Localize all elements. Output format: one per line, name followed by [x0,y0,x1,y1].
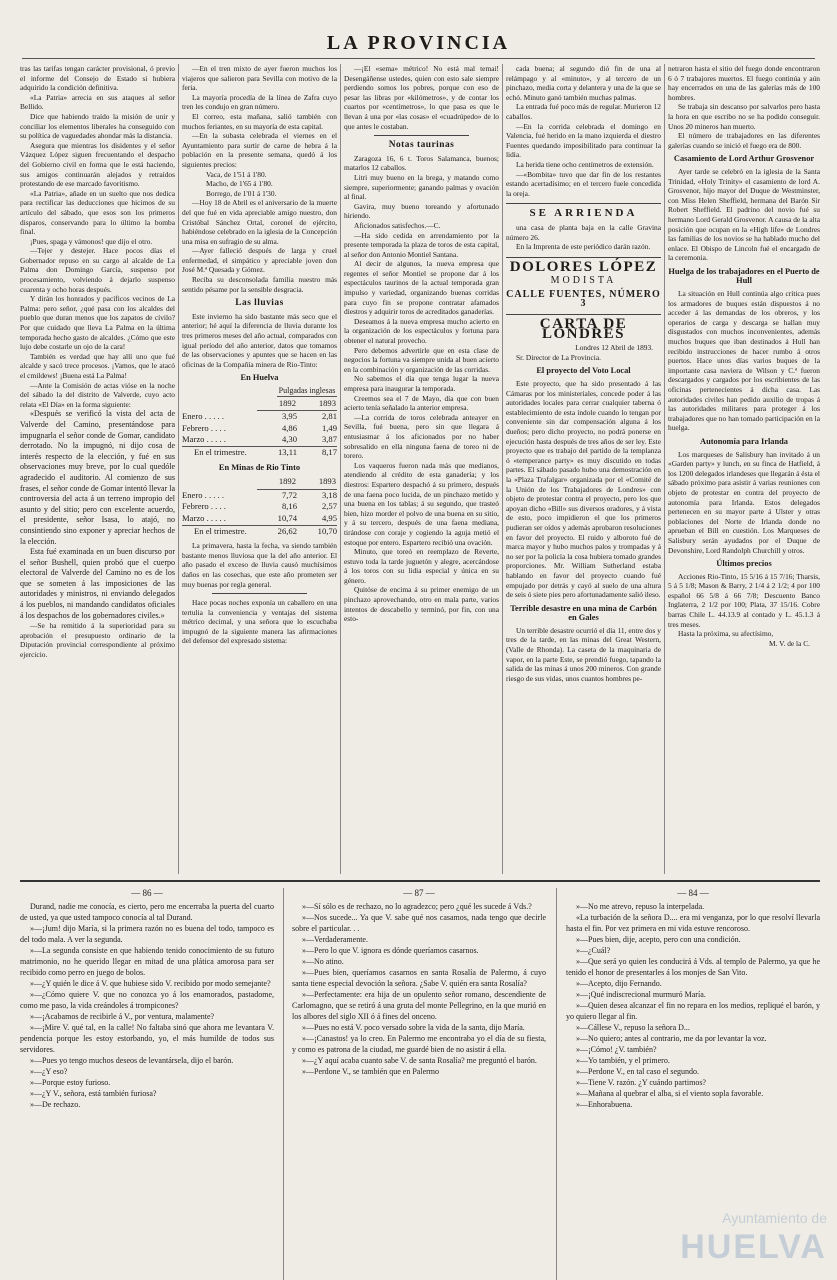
page-number: — 87 — [403,888,435,898]
paragraph: »—Acepto, dijo Fernando. [576,979,662,988]
section-heading-lluvias: Las lluvias [235,298,284,309]
column-separator [664,64,665,874]
column-1 [20,64,175,874]
ad-text: En la Imprenta de este periódico darán razón. [516,242,651,252]
divider [506,314,661,315]
section-heading-irlanda: Autonomía para Irlanda [700,436,788,446]
rainfall-table-huelva [182,397,337,459]
section-heading-carta-londres: CARTA DE LONDRES [539,316,628,342]
paragraph: —Ayer falleció después de larga y cruel enfermedad, el simpático y apreciable joven don José M.ª Quesada y Gómez. [182,246,337,275]
table-title-huelva: En Huelva [240,373,279,383]
year-header: 1893 [297,397,337,411]
paragraph: —Se ha remitido á la superioridad para su aprobación el presupuesto ordinario de la Diputación provincial correspondiente al próximo ejercicio. [20,621,175,660]
divider [374,135,469,136]
paragraph: Un terrible desastre ocurrió el día 11, entre dos y tres de la tarde, en las minas del Great Western, (Valle de Rhonda). La caseta de la maquinaria de vapor, en la parte Este, se prendió fuego, tapando la salida de las minas á unos 200 mineros. Con grande riesgo de sus vidas, unos cuantos hombres pe- [506,625,661,683]
section-divider [20,880,820,884]
rainfall-table-riotinto [182,475,337,537]
table-title-riotinto: En Minas de Rio Tinto [218,462,301,472]
paragraph: «La turbación de la señora D.... era mi venganza, por lo que resolví llevarla hasta el fin. Por vez primera en mi vida estuve rencoroso. [566,913,820,933]
ad-dolores-address: CALLE FUENTES, NÚMERO 3 [506,288,661,310]
folletin-column-left [20,888,274,1280]
paragraph: »—La segunda consiste en que habiendo tenido conocimiento de su futuro matrimonio, no he querido llegar en mitad de una plática amorosa para ser recibido como perro en juego de bolos. [20,946,274,977]
paragraph: cada buena; al segundo dió fin de una al relámpago y al «minuto», y al tercero de un pinchazo, media corta y delantera y una de la que se echó. Minuto ganó también muchas palmas. [506,64,661,102]
table-header-row [182,475,337,489]
year-header: 1893 [297,475,337,489]
archive-watermark [647,1202,827,1272]
paragraph: Quitóse de encima á su primer enemigo de un pinchazo aprovechando, otro en mala parte, varios intentos de descabello y terminó, por fin, con una esto- [344,585,499,624]
paragraph: »—Que será yo quien les conducirá á Vds. al templo de Palermo, ya que he tenido el honor de presentarles á los monjes de San Vito. [566,957,820,977]
table-row: Marzo . . . . . 4,30 3,87 [182,434,337,445]
paragraph: —En la corrida celebrada el domingo en Valencia, fué herido en la mano izquierda el diestro Fuentes quedando imposibilitado para continuar la lidia. [506,121,661,160]
paragraph: ¡Pues, spaga y vámonos! que dijo el otro. [30,236,153,246]
paragraph: No sabemos el día que tenga lugar la nueva empresa para inaugurar la temporada. [344,374,499,393]
paragraph: »—Mañana al quebrar el alba, si el viento sopla favorable. [576,1089,764,1098]
price-line: Borrego, de 1'01 á 1'30. [206,188,277,198]
paragraph: Deseamos á la nueva empresa mucho acierto en la organización de los espectáculos y fortuna para obtener el natural provecho. [344,316,499,346]
section-heading-voto-local: El proyecto del Voto Local [536,366,631,376]
paragraph: «La Patria» arrecia en sus ataques al señor Bellido. [20,92,175,112]
signature: M. V. de la C. [769,638,810,648]
paragraph: Dice que habiendo traído la misión de unir y conciliar los elementos liberales ha conseguido con su política de vaguedades ahondar más la distancia. [20,111,175,141]
ad-dolores-name: DOLORES LÓPEZ [509,258,658,275]
table-row: Febrero . . . . 4,86 1,49 [182,422,337,433]
ad-heading-se-arrienda: SE ARRIENDA [529,207,638,220]
paragraph: »—Quien desea alcanzar el fin no repara en los medios, repliqué el barón, y yo quiero llegar al fin. [566,1001,820,1021]
paragraph: —Tejer y destejer. Hace pocos días el Gobernador repuso en su cargo al alcalde de La Palma don Domingo García, suspenso por procesamiento, volviendo á dejarlo suspenso cuarenta y ocho horas después. [20,246,175,294]
paragraph: Hace pocas noches exponía un caballero en una tertulia la conveniencia y ventajas del sistema métrico decimal, y una señora que lo escuchaba impugnó de la siguiente manera las afirmaciones del defensor del expresado sistema: [182,598,337,646]
section-heading-precios: Últimos precios [716,559,772,569]
paragraph: »—No me atrevo, repuso la interpelada. [576,902,705,911]
paragraph: La primavera, hasta la fecha, va siendo también bastante menos lluviosa que la del año anterior. El año pasado el exceso de lluvia causó muchísimos daños en las cosechas, que este año prometen ser muy buenas por regla general. [182,541,337,589]
paragraph: »—Verdaderamente. [302,935,368,944]
paragraph: Pero debemos advertirle que en esta clase de negocios la fortuna va siempre unida al buen acierto en la combinación y organización de las corridas. [344,345,499,374]
paragraph: También es verdad que hay allí uno que fué alcalde y sacó trece procesos. ¡Vamos, que le atacó el cmildews! ¡Buena está La Palma! [20,351,175,380]
letter-address: Sr. Director de La Provincia. [516,352,601,362]
table-row: Enero . . . . . 3,95 2,81 [182,410,337,422]
paragraph: »—Pues yo tengo muchos deseos de levantársela, dijo el barón. [30,1056,234,1065]
paragraph: »—¿Y quién le dice á V. que hubiese sido V. recibido por modo semejante? [30,979,271,988]
paragraph: »—¡Acabamos de recibirle á V., por ventura, malamente? [30,1012,215,1021]
ad-dolores-trade: MODISTA [550,275,617,287]
paragraph: Ayer tarde se celebró en la iglesia de la Santa Trinidad, «Holy Trinity» el casamiento de lord A. Grosvenor, hijo mayor del Duque de Westminster, con Miss Helen Sheffield, hermana del Barón Sir Robert Sheffield. El padrino del novio fué su hermano Lord Gerald Grosvenor. A causa de la alta posición que ocupan en la «High life» de Londres las familias de los novios se ha hablado mucho del enlace. El Obispo de Lincoln fué el encargado de la ceremonia. [668,166,820,263]
table-total-row: En el trimestre. 13,11 8,17 [182,446,337,458]
paragraph: —La corrida de toros celebrada anteayer en Sevilla, fué buena, pero sin que llegara á entusiasmar á los aficionados por no haber sobresalido en ella ninguna faena de toreo ni de torero. [344,412,499,461]
table-header-row [182,397,337,411]
paragraph: Hasta la próxima, su afectísimo, [678,629,774,639]
paragraph: Minuto, que toreó en reemplazo de Reverte, estuvo toda la tarde juguetón y alegre, acercándose á los toros con su lidia especial y única en su género. [344,547,499,585]
paragraph: »—¿Cuál? [576,946,611,955]
folletin-column-middle [292,888,546,1280]
divider [506,203,661,204]
paragraph: »—¿Y eso? [30,1067,68,1076]
paragraph: Aficionados satisfechos.—C. [354,220,441,230]
paragraph: »—De rechazo. [30,1100,81,1109]
divider [212,593,307,594]
column-3 [344,64,499,874]
paragraph: Al decir de algunos, la nueva empresa que regentes el señor Montiel se propone dar á los espectáculos taurinos de la actual temporada gran impulso y variedad, organizando buenas corridas para cuyo fin se propone contratar afamados diestros y adquirir toros de acreditados ganaderías. [344,259,499,317]
paragraph: »—Pues bien, dije, acepto, pero con una condición. [576,935,741,944]
paragraph: »—Enhorabuena. [576,1100,633,1109]
watermark-line: Ayuntamiento de [722,1210,827,1226]
paragraph: »—Porque estoy furioso. [30,1078,111,1087]
paragraph: »—No atino. [302,957,344,966]
table-row: Febrero . . . . 8,16 2,57 [182,501,337,512]
paragraph: Acciones Rio-Tinto, 15 5/16 á 15 7/16; Tharsis, 5 á 5 1/8; Mason & Barry, 2 1/4 á 2 1/2; 4 por 100 español 66 5/8 á 66 7/8; Descuento Banco Inglaterra, 2 1/2 por 100; Plata, 37 15/16. Cobre barras Chile L. 44.13.9 al contado y L. 45.1.3 á tres meses. [668,571,820,629]
paragraph: »—Tiene V. razón. ¿Y cuándo partimos? [576,1078,706,1087]
paragraph: Reciba su desconsolada familia nuestro más sentido pésame por la sensible desgracia. [182,275,337,294]
masthead-rule [22,58,815,59]
paragraph: —Hoy 18 de Abril es el aniversario de la muerte del que fué en vida apreciable amigo nuestro, don Cristóbal Sánchez Ortal, coronel de ejército, habiéndose celebrado en la iglesia de la Concepción una misa en sufragio de su alma. [182,198,337,246]
paragraph: »—Cállese V., repuso la señora D... [576,1023,690,1032]
paragraph: «Después se verificó la vista del acta de Valverde del Camino, presentándose para impugnarla el señor conde de Gomar, candidato derrotado. No la impugnó, ni dijo cosa de interés respecto de la elección, y fué en sus observaciones muy breve, por lo cual quedóle agradecido el auditorio. Al comienzo de sus frases, el señor conde de Gomar intentó llevar la controversia del acta á un terreno impropio del asunto y del sitio; pero con excelente acuerdo, el presidente, señor Isasa, lo atajó, no consintiendo sino exponer y apreciar hechos de la elección. [20,409,175,546]
paragraph: Los vaqueros fueron nada más que medianos, atendiendo al crédito de esta ganadería; y los diestros: Espartero despachó á su primero, después de una faena poco lucida, de un pinchazo metido y una buena en los tablas; á su segundo, que trasteó bien, hizo morder el polvo de una buena en su sitio, y á su tercero, después de una faena mediana, tirándose con coraje y cogiendo la aguja metió el estoque por entero. Espartero recibió una ovación. [344,460,499,547]
paragraph: »—Perfectamente: era hija de un opulento señor romano, descendiente de Carlomagno, que se retiró á una gruta del monte Pellegrino, en la que murió en los albores del siglo XII ó á fines del onceno. [292,990,546,1021]
paragraph: «La Patria», añade en un suelto que nos dedica para rectificar las deducciones que hicimos de su artículo del sábado, que esos son los primeros disparos, conservando para lo último la bomba final. [20,188,175,237]
paragraph: »—¿Y V., señora, está también furiosa? [30,1089,157,1098]
table-row: Enero . . . . . 7,72 3,18 [182,489,337,500]
paragraph: La mayoría procedía de la línea de Zafra cuyo tren les condujo en gran número. [182,92,337,112]
paragraph: netraron hasta el sitio del fuego donde encontraron 6 ó 7 trabajores muertos. El fuego continúa y aún hay encerrados en una de las galerías más de 100 hombres. [668,64,820,102]
column-3b [506,64,661,874]
page-number: — 84 — [677,888,709,898]
paragraph: »—Yo también, y el primero. [576,1056,670,1065]
paragraph: Zaragoza 16, 6 t. Toros Salamanca, buenos; matarlos 12 caballos. [344,153,499,173]
paragraph: Creemos sea el 7 de Mayo, día que con buen acierto tenía señalado la anterior empresa. [344,393,499,413]
paragraph: —«Bombita» tuvo que dar fin de los restantes estando acertadísimo; en el tercero fuele concedida la oreja. [506,169,661,198]
paragraph: »—¿Cómo quiere V. que no conozca yo á los enamorados, pastadome, como me paso, la vida creándoles á trompicones? [20,990,274,1010]
paragraph: —En la subasta celebrada el viernes en el Ayuntamiento para surtir de carne de hebra á la población en la presente semana, quedó á los siguientes precios: [182,131,337,169]
section-heading-mina-gales: Terrible desastre en una mina de Carbón en Gales [510,603,657,623]
letter-date: Londres 12 Abril de 1893. [575,343,653,353]
paragraph: »—¡Canastos! ya lo creo. En Palermo me encontraba yo el día de su fiesta, y como es patrona de la ciudad, me guardé bien de no asistir á ella. [292,1034,546,1054]
paragraph: La situación en Hull continúa algo crítica pues los armadores de buques están dispuestos á no acceder á las demandas de los obreros, y los operarios de carga y descarga se hallan muy disgustados con muchos inconvenientes, además muchos buques que iban destinados á Hull han recibido instrucciones de hacer rumbo á otros puertos. Hace unos días varios buques de la importante casa naviera de Wilson y C.ª fueron descargados y cargados por los escribientes de las oficinas pertenecientes á dicha casa. Las autoridades civiles han pedido auxilio de tropas á las autoridades militares para proteger á los trabajadores que no han tomado participación en la huelga. [668,289,820,433]
paragraph: —Ha sido cedida en arrendamiento por la presente temporada la plaza de toros de esta capital, al señor don Antonio Montiel Santana. [344,230,499,259]
table-unit: Pulgadas inglesas [278,386,336,395]
paragraph: Este invierno ha sido bastante más seco que el anterior; hé aquí la diferencia de lluvia durante los tres primeros meses del año actual, comparados con igual período del año anterior, datos que tomamos de las observaciones y apuntes que se hacen en las oficinas de la Compañía minera de Rio-Tinto: [182,311,337,369]
table-total-row: En el trimestre. 26,62 10,70 [182,525,337,537]
page-number: — 86 — [131,888,163,898]
paragraph: »—Pero lo que V. ignora es dónde queríamos casarnos. [302,946,479,955]
watermark-line: HUELVA [680,1228,827,1266]
paragraph: »—¿Y aquí acaba cuanto sabe V. de santa Rosalía? me preguntó el barón. [302,1056,537,1065]
section-heading-grosvenor: Casamiento de Lord Arthur Grosvenor [673,154,815,164]
paragraph: —Ante la Comisión de actas vióse en la noche del sábado la del distrito de Valverde, cuyo acto relata «El Día» en la forma siguiente: [20,380,175,409]
section-heading-toros: Notas taurinas [388,140,455,151]
divider [506,257,661,258]
table-row: Marzo . . . . . 10,74 4,95 [182,512,337,523]
column-2 [182,64,337,874]
paragraph: »—¡Cómo! ¿V. también? [576,1045,657,1054]
price-line: Macho, de 1'65 á 1'80. [206,179,273,189]
paragraph: »—¡Jum! dijo María, si la primera razón no es buena del todo, tampoco es del todo mala. A ver la segunda. [20,924,274,944]
year-header: 1892 [257,475,297,489]
masthead [0,0,837,60]
paragraph: »—Sí sólo es de rechazo, no lo agradezco; pero ¿qué les sucede á Vds.? [302,902,532,911]
paragraph: »—Pues bien, queríamos casarnos en santa Rosalía de Palermo, á cuyo santa tiene especial devoción la señora. ¿Sabe V. quién era santa Rosalía? [292,968,546,988]
paragraph: »—Pues no está V. poco versado sobre la vida de la santa, dijo María. [302,1023,525,1032]
paragraph: »—No quiero; antes al contrario, me da por levantar la voz. [576,1034,767,1043]
paragraph: —En el tren mixto de ayer fueron muchos los viajeros que salieron para Sevilla con motivo de la feria. [182,64,337,93]
paragraph: La herida tiene ocho centímetros de extensión. [516,159,654,169]
column-4 [668,64,820,874]
paragraph: Durand, nadie me conocía, es cierto, pero me encerraba la puerta del cuarto de usted, ya que usted tampoco conocía al tal Durand. [20,902,274,922]
paragraph: El número de trabajadores en las diferentes galerías cuando se inició el fuego era de 800. [668,131,820,150]
price-line: Vaca, de 1'51 á 1'80. [206,169,267,179]
paragraph: Litri muy bueno en la brega, y matando como siempre, superiormente; ganando palmas y ovación al final. [344,172,499,202]
section-heading-huelga: Huelga de los trabajadores en el Puerto de Hull [668,266,820,286]
newspaper-title: LA PROVINCIA [326,32,511,54]
paragraph: Se trabaja sin descanso por salvarlos pero hasta la hora en que escribo no se ha podido conseguir. Unos 20 mineros han muerto. [668,102,820,131]
paragraph: —¡El «sema» métrico! No está mal temai! Desengáñense ustedes, quien con esto sale siempre perdiendo somos los pobres, porque con eso de pesar las libras por «kilómetros», y de contar los cuartos por «centímetros», lo que pasa es que le llevan á una por «las cosas» el «cuadrúpedo» de lo que antes le costaban. [344,64,499,131]
paragraph: »—¡Mire V. qué tal, en la calle! No faltaba sinó que ahora me levantara V. pendencia porque les estoy estorbando, yo, el más humilde de todos sus servidores. [20,1023,274,1054]
paragraph: Asegura que mientras los disidentes y el señor Vázquez López siguen frecuentando el despacho del Gobierno civil en forma que le está haciendo, sus amigos continuarán alejados y retraídos protestando de ese marcado favoritismo. [20,140,175,189]
paragraph: Los marqueses de Salisbury han invitado á un «Garden party» y lunch, en su finca de Hatfield, á los 1200 delegados irlandeses que llegarán á ésta el sábado próximo para asistir á varias reuniones con objeto de protestar en contra del proyecto de autonomía para Irlanda. Estos delegados pertenecen en su mayor parte á Ulster y otras poblaciones del Norte de Irlanda donde no aprueban el Bill en cuestión. Los Marqueses de Salisbury serán ayudados por el Duque de Devonshire, Lord Randolph Churchill y otros. [668,449,820,555]
ad-text: una casa de planta baja en la calle Gravina número 26. [506,222,661,242]
paragraph: Gavira, muy bueno toreando y afortunado hiriendo. [344,201,499,221]
paragraph: Este proyecto, que ha sido presentado á las Cámaras por los ministeriales, concede poder á las autoridades locales para cerrar cualquier taberna ó establecimiento de esta índole cuando lo tengan por conveniente sin dar compensación alguna á los dueños; pero dicho proyecto, no podrá ponerse en ejecución hasta después de tres años de ser ley. Este proyecto que es trabajo del partido de la templanza ó «temperance party» es muy discutido en todas partes. El sábado pasado hubo una demostración en la «Plaza Trafalgar» organizada por el «Comité de la Unión de los Trabajadores de Londres» con objeto de protestar contra el proyecto, pero los que apoyan dicho «Bill» sus diversos oradores, y á vista de esto, poco impidieron el que los primeros pudieran ser oídos y además aprobaron resoluciones en favor del proyecto. El ruido y alboroto fué de marca mayor y hubo muchos palos y trompadas y á no ser por la policía la cosa hubiera tomado grandes proporciones. Mr. William Sutherland estaba hablando en favor del proyecto cuando fué empujado por detrás y cayó al suelo de una altura de seis ó siete pies pero afortunadamente salió ileso. [506,379,661,600]
paragraph: tras las tarifas tengan carácter provisional, ó previo el informe del Consejo de Estado si hubiera adquirido la condición definitiva. [20,64,175,93]
year-header: 1892 [257,397,297,411]
paragraph: Esta fué examinada en un buen discurso por el señor Bushell, quien probó que el cuerpo electoral de Valverde del Camino no es de los que se someten á las imposiciones de las autoridades y ministros, ni enviando delegados á los pueblos, ni mandando candidatos oficiales á los despachos de los gobernadores civiles.» [20,547,175,620]
paragraph: La entrada fué poco más de regular. Murieron 12 caballos. [506,102,661,121]
paragraph: »—Nos sucede... Ya que V. sabe qué nos casamos, nada tengo que decirle sobre el particular. . . [292,913,546,933]
paragraph: »—Perdone V., en tal caso el segundo. [576,1067,700,1076]
paragraph: Y dirán los honrados y pacíficos vecinos de La Palma: pero señor, ¿qué pasa con los alcaldes del pueblo que duran menos que los zapatos de cívilo? Por que cuidado que lleva La Palma en la última temporada hecho gasto de alcaldes. ¿Cómo que este lujo debe costarle un ojo de la cara! [20,294,175,352]
paragraph: El correo, esta mañana, salió también con muchos feriantes, en su mayoría de esta capital. [182,111,337,131]
paragraph: »—Perdone V., se también que en Palermo [302,1067,440,1076]
paragraph: »—¡Qué indiscrecional murmuró María. [576,990,706,999]
